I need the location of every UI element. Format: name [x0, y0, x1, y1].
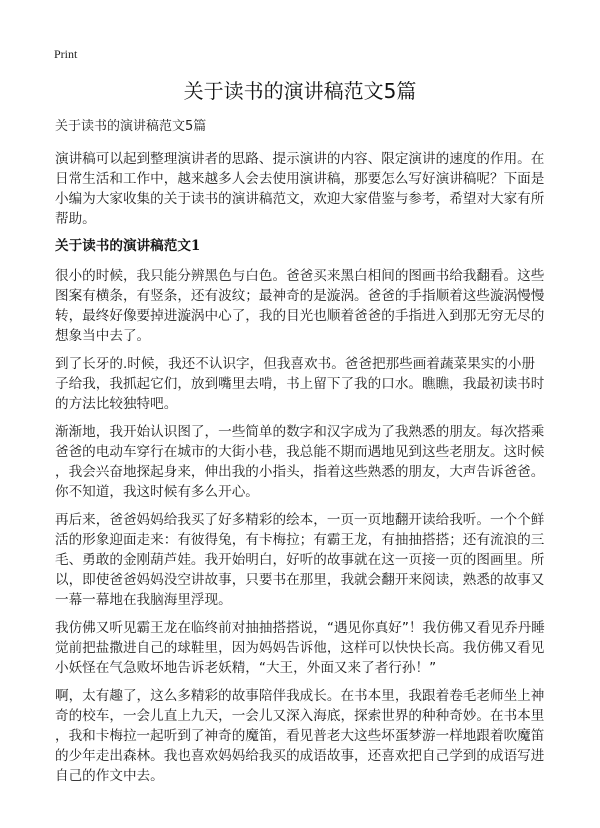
text-line: 我仿佛又听见霸王龙在临终前对抽抽搭搭说，“遇见你真好”！我仿佛又看见乔丹睡: [55, 620, 545, 636]
text-line: 转，最终好像要掉进漩涡中心了，我的目光也顺着爸爸的手指进入到那无穷无尽的: [55, 308, 545, 324]
text-line: 自己的作文中去。: [55, 768, 164, 784]
body-paragraph: [55, 354, 550, 414]
body-paragraph: [55, 266, 550, 346]
text-line: 的少年走出森林。我也喜欢妈妈给我买的成语故事，还喜欢把自己学到的成语写进: [55, 748, 545, 764]
text-line: 日常生活和工作中，越来越多人会去使用演讲稿，那要怎么写好演讲稿呢？下面是: [55, 171, 545, 187]
body-paragraph: [55, 422, 550, 502]
text-line: 以，即使爸爸妈妈没空讲故事，只要书在那里，我就会翻开来阅读，熟悉的故事又: [55, 572, 545, 588]
intro-paragraph: [55, 149, 550, 229]
text-line: 演讲稿可以起到整理演讲者的思路、提示演讲的内容、限定演讲的速度的作用。在: [55, 151, 545, 167]
text-line: 到了长牙的.时候，我还不认识字，但我喜欢书。爸爸把那些画着蔬菜果实的小册: [55, 356, 536, 372]
document-body: [55, 149, 550, 794]
document-subtitle: 关于读书的演讲稿范文5篇: [55, 119, 207, 134]
text-line: 的方法比较独特吧。: [55, 396, 178, 412]
text-line: 一幕一幕地在我脑海里浮现。: [55, 592, 232, 608]
text-line: 小妖怪在气急败坏地告诉老妖精，“大王，外面又来了者行孙！”: [55, 660, 437, 676]
text-line: 子给我，我抓起它们，放到嘴里去啃，书上留下了我的口水。瞧瞧，我最初读书时: [55, 376, 545, 392]
text-line: 觉前把盐撒进自己的球鞋里，因为妈妈告诉他，这样可以快快长高。我仿佛又看见: [55, 640, 545, 656]
text-line: ，我会兴奋地探起身来，伸出我的小指头，指着这些熟悉的朋友，大声告诉爸爸。: [55, 464, 545, 480]
section-heading: 关于读书的演讲稿范文1: [55, 238, 201, 254]
text-line: 你不知道，我这时候有多么开心。: [55, 484, 259, 500]
text-line: 很小的时候，我只能分辨黑色与白色。爸爸买来黑白相间的图画书给我翻看。这些: [55, 268, 545, 284]
body-paragraph: [55, 510, 550, 610]
text-line: 活的形象迎面走来：有彼得兔，有卡梅拉；有霸王龙，有抽抽搭搭；还有流浪的三: [55, 532, 545, 548]
text-line: 再后来，爸爸妈妈给我买了好多精彩的绘本，一页一页地翻开读给我听。一个个鲜: [55, 512, 545, 528]
text-line: 图案有横条，有竖条，还有波纹；最神奇的是漩涡。爸爸的手指顺着这些漩涡慢慢: [55, 288, 545, 304]
text-line: 帮助。: [55, 211, 96, 227]
print-label: Print: [54, 47, 78, 61]
text-line: 爸爸的电动车穿行在城市的大街小巷，我总能不期而遇地见到这些老朋友。这时候: [55, 444, 545, 460]
text-line: 啊，太有趣了，这么多精彩的故事陪伴我成长。在书本里，我跟着卷毛老师坐上神: [55, 688, 545, 704]
body-paragraph: [55, 686, 550, 786]
text-line: 小编为大家收集的关于读书的演讲稿范文，欢迎大家借鉴与参考，希望对大家有所: [55, 191, 545, 207]
body-paragraph: [55, 618, 550, 678]
text-line: 毛、勇敢的金刚葫芦娃。我开始明白，好听的故事就在这一页接一页的图画里。所: [55, 552, 545, 568]
text-line: 渐渐地，我开始认识图了，一些简单的数字和汉字成为了我熟悉的朋友。每次搭乘: [55, 424, 545, 440]
text-line: 奇的校车，一会儿直上九天，一会儿又深入海底，探索世界的种种奇妙。在书本里: [55, 708, 545, 724]
text-line: 想象当中去了。: [55, 328, 151, 344]
text-line: ，我和卡梅拉一起听到了神奇的魔笛，看见普老大这些坏蛋梦游一样地跟着吹魔笛: [55, 728, 545, 744]
document-title: 关于读书的演讲稿范文5篇: [183, 79, 417, 103]
